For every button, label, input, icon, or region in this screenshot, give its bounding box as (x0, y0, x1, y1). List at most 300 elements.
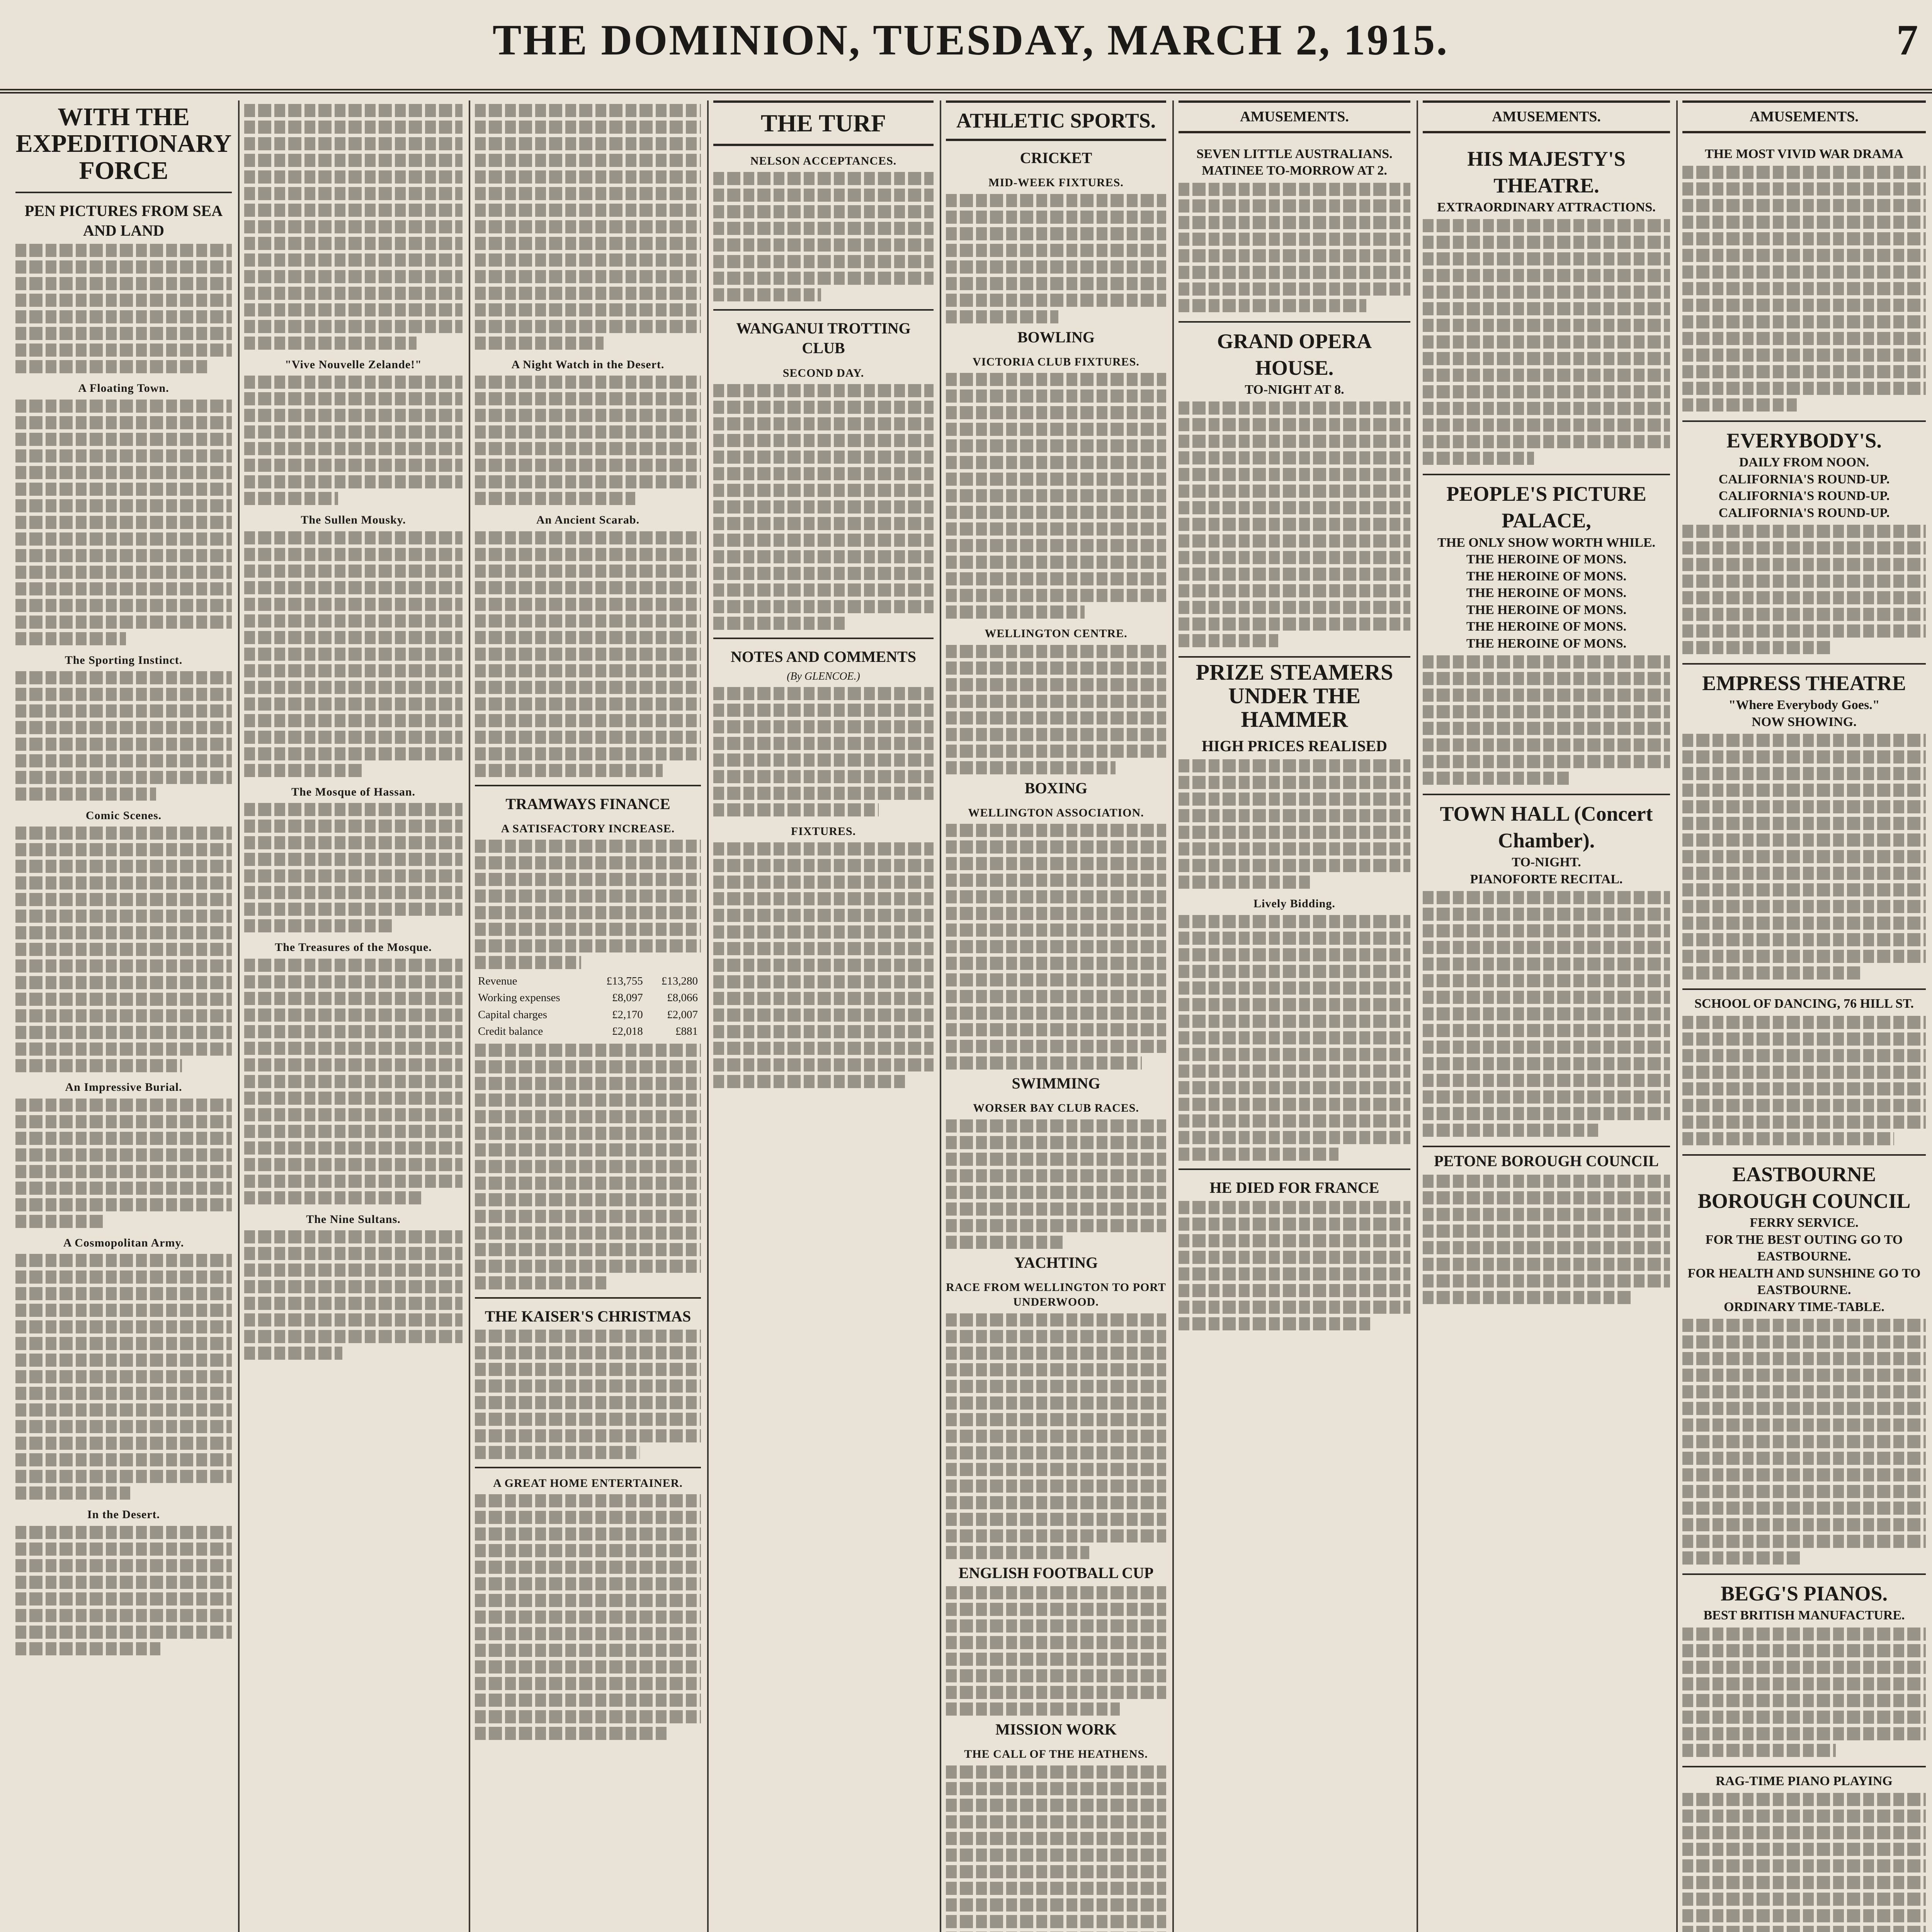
text-line (475, 425, 701, 439)
article-body (15, 400, 232, 645)
text-line (475, 1077, 701, 1090)
article-body (475, 840, 701, 969)
advertisement-subline: DAILY FROM NOON. (1739, 455, 1869, 470)
text-line (15, 1254, 232, 1267)
column-rule (238, 100, 240, 1932)
text-line (1179, 418, 1410, 431)
text-line (475, 1727, 667, 1740)
advertisement-feature: FOR HEALTH AND SUNSHINE GO TO EASTBOURNE. (1687, 1266, 1921, 1298)
text-line (244, 1191, 421, 1204)
article-headline: BOXING (1024, 779, 1088, 797)
text-line (475, 459, 701, 472)
text-line (475, 1193, 701, 1206)
divider (15, 192, 232, 193)
text-line (244, 287, 463, 300)
text-line (1179, 1031, 1410, 1044)
text-line (1682, 1502, 1926, 1515)
advertisement-body (1682, 525, 1926, 654)
text-line (1682, 917, 1926, 930)
text-line (475, 1226, 701, 1240)
text-line (475, 303, 701, 316)
text-line (1179, 876, 1311, 889)
text-line (244, 104, 463, 117)
advertisement-headline: EVERYBODY'S. (1726, 429, 1882, 452)
article-headline: YACHTING (1014, 1253, 1098, 1271)
text-line (475, 1527, 701, 1541)
text-line (475, 1396, 701, 1409)
text-line (946, 227, 1166, 240)
section-subhead: The Sporting Instinct. (65, 653, 183, 667)
advertisement (1423, 475, 1670, 795)
text-line (244, 764, 364, 777)
text-line (1682, 933, 1926, 946)
text-line (244, 714, 463, 727)
finance-cell-b: £2,007 (667, 1008, 698, 1021)
section-subhead: The Treasures of the Mosque. (275, 941, 432, 954)
text-line (713, 753, 934, 767)
article-subheadline: THE CALL OF THE HEATHENS. (964, 1748, 1148, 1761)
article-headline: WANGANUI TROTTING CLUB (736, 320, 911, 357)
advertisement-subline: "Where Everybody Goes." (1728, 698, 1880, 713)
text-line (15, 1470, 232, 1483)
text-line (15, 582, 232, 595)
text-line (946, 1915, 1166, 1928)
text-line (1423, 302, 1670, 315)
advertisement-feature: THE HEROINE OF MONS. (1466, 569, 1627, 583)
advertisement-headline: PEOPLE'S PICTURE PALACE, (1446, 482, 1646, 532)
text-line (475, 475, 701, 488)
column-6 (1179, 100, 1410, 1932)
text-line (1423, 269, 1670, 282)
advertisement-body (1179, 183, 1410, 312)
text-line (244, 1280, 463, 1293)
text-line (15, 1043, 232, 1056)
text-line (1682, 1518, 1926, 1531)
text-line (1423, 1041, 1670, 1054)
advertisement-headline: RAG-TIME PIANO PLAYING (1716, 1774, 1893, 1788)
finance-row (476, 1007, 700, 1023)
text-line (946, 990, 1166, 1003)
text-line (1682, 767, 1926, 780)
text-line (946, 294, 1166, 307)
text-line (946, 439, 1166, 452)
column-7 (1423, 100, 1670, 1932)
text-line (475, 287, 701, 300)
text-line (475, 1594, 701, 1607)
text-line (244, 459, 463, 472)
text-line (1682, 1711, 1926, 1724)
text-line (1423, 991, 1670, 1004)
text-line (1682, 784, 1926, 797)
text-line (713, 876, 934, 889)
text-line (244, 1313, 463, 1327)
text-line (15, 1132, 232, 1145)
text-line (15, 1576, 232, 1589)
text-line (15, 671, 232, 684)
text-line (15, 360, 208, 373)
text-line (15, 616, 232, 629)
text-line (946, 745, 1166, 758)
text-line (1423, 722, 1670, 735)
section-subhead: A Night Watch in the Desert. (511, 358, 665, 371)
text-line (244, 475, 463, 488)
text-line (475, 1160, 701, 1173)
text-line (1423, 219, 1670, 232)
text-line (1682, 349, 1926, 362)
text-line (1179, 601, 1410, 614)
divider (713, 638, 934, 639)
finance-cell-a: £13,755 (606, 975, 643, 988)
text-line (1179, 584, 1410, 597)
text-line (475, 1694, 701, 1707)
text-line (946, 506, 1166, 519)
text-line (1179, 793, 1410, 806)
article-subheadline: PEN PICTURES FROM SEA AND LAND (24, 202, 223, 240)
text-line (1423, 418, 1670, 432)
text-line (475, 1494, 701, 1507)
text-line (1423, 1258, 1670, 1271)
advertisement (1423, 795, 1670, 1147)
text-line (946, 456, 1166, 469)
column-rule (1676, 100, 1678, 1932)
text-line (1423, 402, 1670, 415)
text-line (15, 976, 232, 989)
text-line (1682, 1319, 1926, 1332)
text-line (244, 409, 463, 422)
text-line (1423, 369, 1670, 382)
text-line (1682, 1535, 1926, 1548)
text-line (1179, 1131, 1410, 1144)
text-line (946, 473, 1166, 486)
text-line (1682, 1677, 1926, 1690)
text-line (1682, 525, 1926, 538)
text-line (15, 754, 232, 767)
text-line (713, 451, 934, 464)
finance-row (476, 973, 700, 989)
text-line (1423, 1057, 1670, 1070)
text-line (15, 1437, 232, 1450)
text-line (1179, 1201, 1410, 1214)
text-line (1423, 772, 1569, 785)
text-line (1423, 1107, 1670, 1120)
text-line (713, 583, 934, 597)
article-body (946, 1119, 1166, 1249)
text-line (15, 827, 232, 840)
text-line (713, 417, 934, 430)
text-line (1179, 1148, 1338, 1161)
text-line (946, 1496, 1166, 1509)
advertisement (1423, 140, 1670, 476)
text-line (1682, 382, 1926, 395)
text-line (475, 565, 701, 578)
text-line (713, 205, 934, 218)
text-line (15, 1642, 160, 1655)
article-subheadline: VICTORIA CLUB FIXTURES. (973, 355, 1139, 368)
text-line (1682, 199, 1926, 212)
text-line (475, 731, 701, 744)
advertisement-body (475, 1494, 701, 1740)
text-line (1682, 1402, 1926, 1415)
column-5 (946, 100, 1166, 1932)
text-line (475, 1710, 701, 1723)
text-line (244, 1264, 463, 1277)
text-line (244, 919, 395, 932)
text-line (244, 1230, 463, 1243)
text-line (713, 500, 934, 514)
text-line (475, 1446, 640, 1459)
text-line (475, 237, 701, 250)
article-body (475, 531, 701, 777)
text-line (1423, 452, 1534, 465)
text-line (475, 714, 701, 727)
text-line (1682, 1099, 1926, 1112)
text-line (244, 337, 417, 350)
article-headline: SWIMMING (1012, 1075, 1100, 1092)
text-line (1682, 850, 1926, 863)
text-line (1423, 1175, 1670, 1188)
text-line (1682, 1859, 1926, 1872)
text-line (475, 840, 701, 853)
text-line (713, 737, 934, 750)
advertisement-body (1423, 219, 1670, 465)
text-line (244, 303, 463, 316)
text-line (713, 600, 934, 613)
text-line (475, 1379, 701, 1393)
text-line (1179, 1234, 1410, 1247)
text-line (946, 423, 1166, 436)
article-body (946, 1313, 1166, 1559)
text-line (713, 189, 934, 202)
text-line (713, 238, 934, 252)
advertisement-feature: THE HEROINE OF MONS. (1466, 552, 1627, 567)
text-line (946, 1236, 1063, 1249)
text-line (1682, 1116, 1926, 1129)
text-line (1179, 568, 1410, 581)
text-line (1179, 199, 1410, 213)
article-body (244, 531, 463, 777)
text-line (244, 442, 463, 455)
text-line (1423, 335, 1670, 349)
text-line (946, 1396, 1166, 1410)
section-title: AMUSEMENTS. (1682, 100, 1926, 133)
text-line (946, 1815, 1166, 1828)
text-line (946, 589, 1166, 602)
text-line (1682, 1826, 1926, 1839)
section-subhead: The Nine Sultans. (306, 1213, 401, 1226)
advertisement-subline: PIANOFORTE RECITAL. (1470, 872, 1623, 886)
text-line (15, 860, 232, 873)
text-line (1179, 534, 1410, 548)
text-line (1423, 755, 1670, 768)
text-line (946, 1849, 1166, 1862)
finance-cell-a: £8,097 (612, 992, 643, 1004)
advertisement-feature: THE HEROINE OF MONS. (1466, 636, 1627, 651)
text-line (15, 1403, 232, 1417)
text-line (713, 892, 934, 905)
text-line (244, 975, 463, 988)
text-line (946, 1865, 1166, 1878)
text-line (713, 567, 934, 580)
text-line (946, 1136, 1166, 1149)
article-body (244, 959, 463, 1204)
text-line (244, 903, 463, 916)
text-line (1423, 1124, 1598, 1137)
text-line (475, 764, 663, 777)
text-line (475, 1210, 701, 1223)
text-line (946, 1636, 1166, 1649)
article-body (713, 687, 934, 816)
text-line (244, 1058, 463, 1071)
text-line (244, 1330, 463, 1343)
text-line (475, 747, 701, 760)
text-line (946, 1446, 1166, 1459)
advertisement-feature: THE HEROINE OF MONS. (1466, 619, 1627, 634)
text-line (1682, 1066, 1926, 1079)
text-line (1423, 1208, 1670, 1221)
text-line (1682, 182, 1926, 196)
text-line (1179, 776, 1410, 789)
text-line (946, 840, 1166, 854)
text-line (244, 581, 463, 594)
masthead (0, 0, 1932, 94)
advertisement-headline: A GREAT HOME ENTERTAINER. (493, 1476, 683, 1490)
text-line (946, 406, 1166, 419)
text-line (15, 532, 232, 546)
text-line (15, 1486, 130, 1500)
text-line (946, 373, 1166, 386)
text-line (946, 489, 1166, 502)
text-line (946, 1313, 1166, 1327)
section-title: AMUSEMENTS. (1179, 100, 1410, 133)
text-line (475, 1110, 701, 1123)
text-line (946, 695, 1166, 708)
text-line (1423, 957, 1670, 971)
advertisement (1682, 665, 1926, 990)
text-line (946, 1619, 1166, 1633)
text-line (1179, 1065, 1410, 1078)
advertisement-headline: EASTBOURNE BOROUGH COUNCIL (1697, 1162, 1911, 1213)
advertisement-headline: BEGG'S PIANOS. (1720, 1582, 1888, 1605)
finance-row (476, 990, 700, 1006)
article-body (15, 1526, 232, 1655)
text-line (1682, 1016, 1926, 1029)
text-line (713, 222, 934, 235)
section-subhead: Comic Scenes. (85, 809, 162, 822)
text-line (475, 648, 701, 661)
text-line (946, 1765, 1166, 1779)
text-line (713, 467, 934, 480)
text-line (15, 1182, 232, 1195)
article-subheadline: WORSER BAY CLUB RACES. (973, 1102, 1139, 1115)
text-line (946, 277, 1166, 290)
text-line (475, 906, 701, 919)
text-line (1682, 624, 1926, 638)
text-line (15, 1148, 232, 1162)
text-line (1682, 1694, 1926, 1707)
page-number: 7 (1896, 16, 1918, 64)
text-line (946, 957, 1166, 970)
text-line (15, 876, 232, 889)
text-line (244, 270, 463, 283)
text-line (15, 910, 232, 923)
advertisement (1682, 990, 1926, 1156)
article-body (475, 1044, 701, 1289)
text-line (475, 220, 701, 233)
text-line (1179, 451, 1410, 464)
text-line (1682, 1810, 1926, 1823)
text-line (946, 1546, 1089, 1559)
text-line (946, 1529, 1166, 1543)
text-line (1682, 1132, 1894, 1145)
text-line (946, 645, 1166, 658)
text-line (946, 1898, 1166, 1912)
advertisement-body (1179, 401, 1410, 647)
text-line (1682, 1551, 1802, 1565)
text-line (15, 1287, 232, 1300)
text-line (1423, 1090, 1670, 1104)
text-line (475, 1127, 701, 1140)
text-line (946, 1363, 1166, 1376)
text-line (1179, 759, 1410, 772)
text-line (1179, 859, 1410, 872)
text-line (946, 1782, 1166, 1795)
text-line (15, 1270, 232, 1284)
text-line (15, 721, 232, 734)
text-line (475, 1177, 701, 1190)
advertisement-subline: THE ONLY SHOW WORTH WHILE. (1437, 535, 1656, 550)
text-line (475, 270, 701, 283)
advertisement-headline: GRAND OPERA HOUSE. (1217, 329, 1372, 379)
text-line (244, 836, 463, 849)
text-line (1682, 282, 1926, 295)
text-line (15, 1370, 232, 1383)
divider (1179, 1168, 1410, 1170)
text-line (475, 856, 701, 869)
article-subheadline: A SATISFACTORY INCREASE. (501, 822, 675, 835)
text-line (946, 728, 1166, 741)
text-line (1682, 1909, 1926, 1922)
text-line (1682, 1049, 1926, 1062)
text-line (946, 1430, 1166, 1443)
text-line (946, 923, 1166, 937)
text-line (15, 1198, 232, 1211)
text-line (1682, 833, 1926, 847)
advertisement-headline: HIS MAJESTY'S THEATRE. (1467, 147, 1626, 197)
text-line (1682, 575, 1926, 588)
text-line (946, 389, 1166, 403)
text-line (15, 466, 232, 479)
text-line (244, 648, 463, 661)
article-body (946, 194, 1166, 323)
text-line (1682, 232, 1926, 245)
text-line (713, 909, 934, 922)
section-subhead: A Cosmopolitan Army. (63, 1236, 184, 1249)
text-line (1682, 1661, 1926, 1674)
text-line (15, 344, 232, 357)
text-line (713, 720, 934, 733)
text-line (1423, 738, 1670, 752)
text-line (244, 959, 463, 972)
text-line (15, 1115, 232, 1128)
text-line (244, 1158, 463, 1171)
advertisement (1682, 1575, 1926, 1767)
text-line (1682, 734, 1926, 747)
text-line (244, 803, 463, 816)
article-subheadline: MID-WEEK FIXTURES. (988, 176, 1124, 189)
text-line (244, 631, 463, 644)
advertisement-subline: FERRY SERVICE. (1750, 1216, 1859, 1230)
text-line (1423, 352, 1670, 365)
